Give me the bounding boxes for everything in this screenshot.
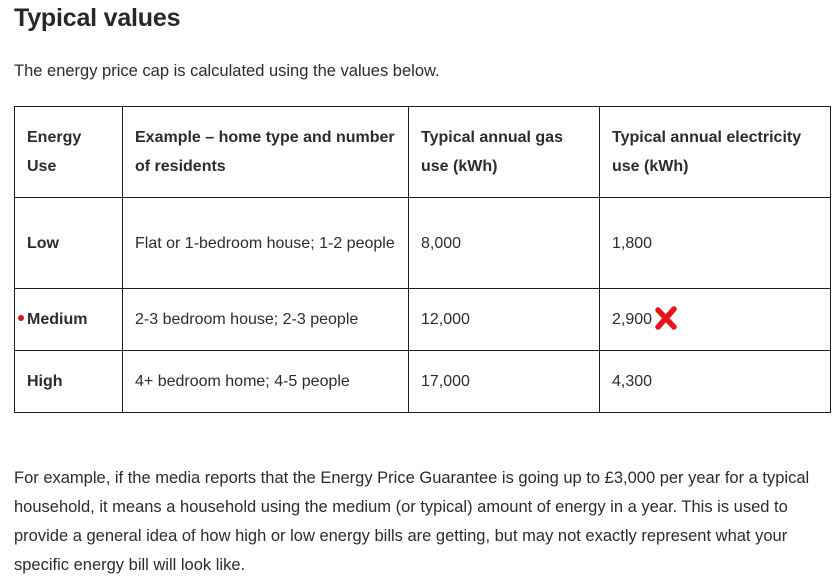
cell-example-low: Flat or 1-bedroom house; 1-2 people [123,198,409,289]
cell-electricity-high: 4,300 [600,351,831,413]
cell-use-low: Low [15,198,123,289]
cell-electricity-low: 1,800 [600,198,831,289]
page-title: Typical values [14,4,181,32]
cell-use-medium: Medium [27,311,88,328]
cell-example-medium: 2-3 bedroom house; 2-3 people [123,289,409,351]
cell-gas-low: 8,000 [409,198,600,289]
cell-example-high: 4+ bedroom home; 4-5 people [123,351,409,413]
header-gas-use: Typical annual gas use (kWh) [409,107,600,198]
red-cross-icon [654,306,678,330]
header-electricity-use: Typical annual electricity use (kWh) [600,107,831,198]
cell-use-medium-container [15,289,123,351]
table-header-row [15,107,831,198]
explanation-text: For example, if the media reports that the Energy Price Guarantee is going up to £3,000 per year for a typical household, it means a household using the medium (or typical) amount of energy in a year. This is used to provide a general idea of how high or low energy bills are getting, but may not exactly represent what your specific energy bill will look like. [14,469,810,574]
table-row-high [15,351,831,413]
cell-use-high: High [15,351,123,413]
electricity-medium-wrapper [612,305,678,334]
header-energy-use: Energy Use [15,107,123,198]
cell-electricity-medium-container [600,289,831,351]
intro-text: The energy price cap is calculated using the values below. [14,62,440,80]
typical-values-table [14,106,831,413]
header-example: Example – home type and number of residents [123,107,409,198]
cell-gas-medium: 12,000 [409,289,600,351]
cell-gas-high: 17,000 [409,351,600,413]
red-dot-icon [18,315,24,321]
cell-electricity-medium: 2,900 [612,311,653,328]
table-row-medium [15,289,831,351]
table-row-low [15,198,831,289]
